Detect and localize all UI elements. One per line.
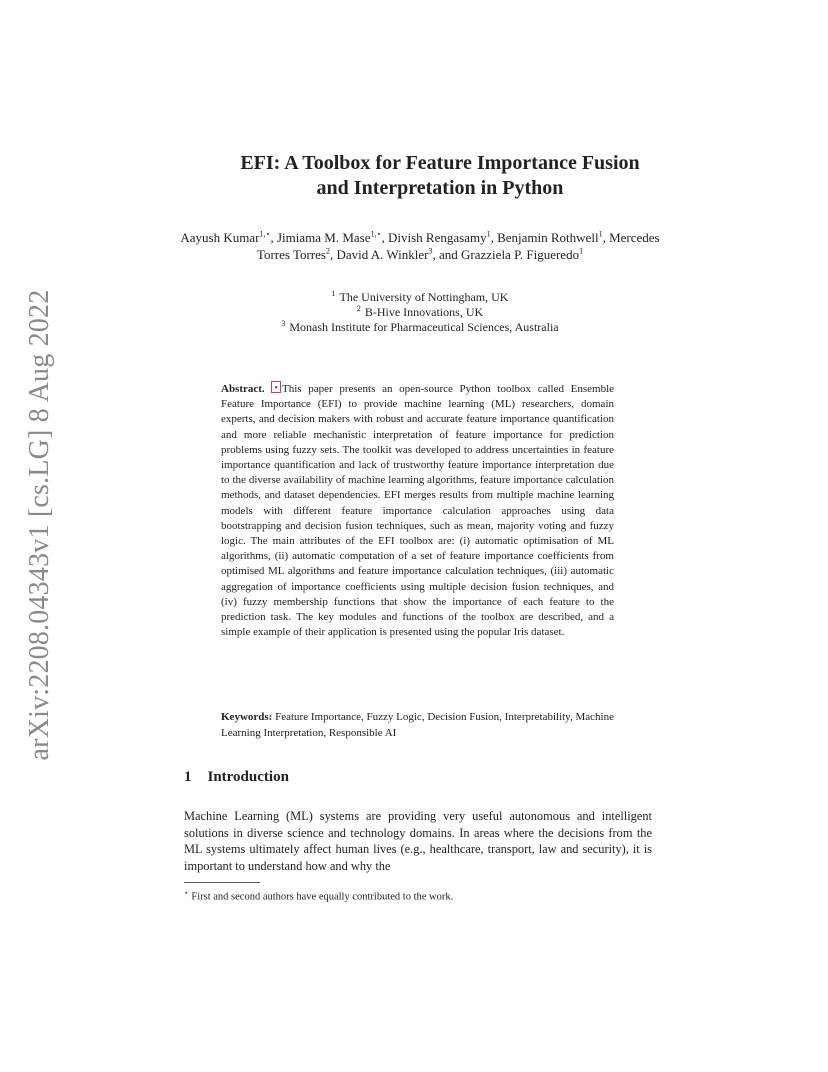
author-name: Benjamin Rothwell <box>497 230 599 245</box>
arxiv-identifier: arXiv:2208.04343v1 [cs.LG] 8 Aug 2022 <box>24 289 55 761</box>
author-affil-mark: 1,⋆ <box>370 229 382 239</box>
keywords <box>221 710 614 741</box>
section-title: Introduction <box>207 769 289 785</box>
footnote-text: First and second authors have equally contributed to the work. <box>191 891 454 903</box>
author-affil-mark: 1,⋆ <box>259 229 271 239</box>
author-list: Aayush Kumar$^{1,⋆}$, Jimiama M. Mase$^{1,⋆}$, Divish Rengasamy$^1$, Benjamin Rothwell$^1$, Mercedes Torres Torres$^2$, David A. Winkler$^3$, and Grazziela P. Figueredo$^1$ <box>180 229 660 262</box>
author-affil-mark: 1 <box>579 246 584 256</box>
intro-paragraph: Machine Learning (ML) systems are providing very useful autonomous and intelligent solutions in diverse science and technology domains. In areas where the decisions from the ML systems ultimately affect human lives (e.g., healthcare, transport, law and security), it is important to understand how and why the <box>184 809 652 873</box>
affiliation-text: B-Hive Innovations, UK <box>364 305 484 319</box>
section-heading <box>184 769 289 786</box>
affiliation-list <box>180 290 660 335</box>
author-name: Grazziela P. Figueredo <box>461 247 580 262</box>
footnote <box>184 886 652 905</box>
author-affil-mark: 3 <box>428 246 433 256</box>
affiliation-number: 2 <box>356 304 361 313</box>
affiliation <box>180 290 660 305</box>
title-line-1: EFI: A Toolbox for Feature Importance Fusion <box>240 152 640 174</box>
arxiv-sidebar <box>20 290 60 760</box>
author-affil-mark: 1 <box>486 229 491 239</box>
author-name: Jimiama M. Mase <box>276 230 371 245</box>
section-number: 1 <box>184 769 192 785</box>
author-affil-mark: 2 <box>325 246 330 256</box>
paper-title <box>140 151 740 201</box>
author-name: Aayush Kumar <box>180 230 260 245</box>
affiliation-number: 3 <box>281 319 286 328</box>
affiliation-number: 1 <box>331 289 336 298</box>
keywords-label: Keywords: <box>221 711 273 723</box>
affiliation-text: Monash Institute for Pharmaceutical Sciences, Australia <box>289 320 559 334</box>
keywords-text: Feature Importance, Fuzzy Logic, Decision Fusion, Interpretability, Machine Learning Interpretation, Responsible AI <box>221 711 614 739</box>
abstract <box>221 381 614 640</box>
author-name: David A. Winkler <box>336 247 429 262</box>
author-name: Divish Rengasamy <box>388 230 487 245</box>
abstract-label: Abstract. <box>221 383 265 395</box>
footnote-link[interactable]: ⋆ <box>273 382 280 392</box>
title-line-2: and Interpretation in Python <box>316 177 564 199</box>
affiliation-text: The University of Nottingham, UK <box>339 290 509 304</box>
affiliation <box>180 320 660 335</box>
footnote-marker: ⋆ <box>184 889 189 897</box>
abstract-text: This paper presents an open-source Python toolbox called Ensemble Feature Importance (EFI) to provide machine learning (ML) researchers, domain experts, and decision makers with robust and accurate feature importance quantification and more reliable mechanistic interpretation of feature importance for prediction problems using fuzzy sets. The toolkit was developed to address uncertainties in feature importance quantification and lack of trustworthy feature importance interpretation due to the diverse availability of machine learning algorithms, feature importance calculation methods, and dataset dependencies. EFI merges results from multiple machine learning models with different feature importance calculation approaches using data bootstrapping and decision fusion techniques, such as mean, majority voting and fuzzy logic. The main attributes of the EFI toolbox are: (i) automatic optimisation of ML algorithms, (ii) automatic computation of a set of feature importance coefficients from optimised ML algorithms and feature importance calculation techniques, (iii) automatic aggregation of importance coefficients using multiple decision fusion techniques, and (iv) fuzzy membership functions that show the importance of each feature to the prediction task. The key modules and functions of the toolbox are described, and a simple example of their application is presented using the popular Iris dataset. <box>221 383 615 639</box>
author-name: Mercedes Torres Torres <box>256 230 660 262</box>
footnote-divider <box>184 882 260 883</box>
affiliation <box>180 305 660 320</box>
author-affil-mark: 1 <box>598 229 603 239</box>
